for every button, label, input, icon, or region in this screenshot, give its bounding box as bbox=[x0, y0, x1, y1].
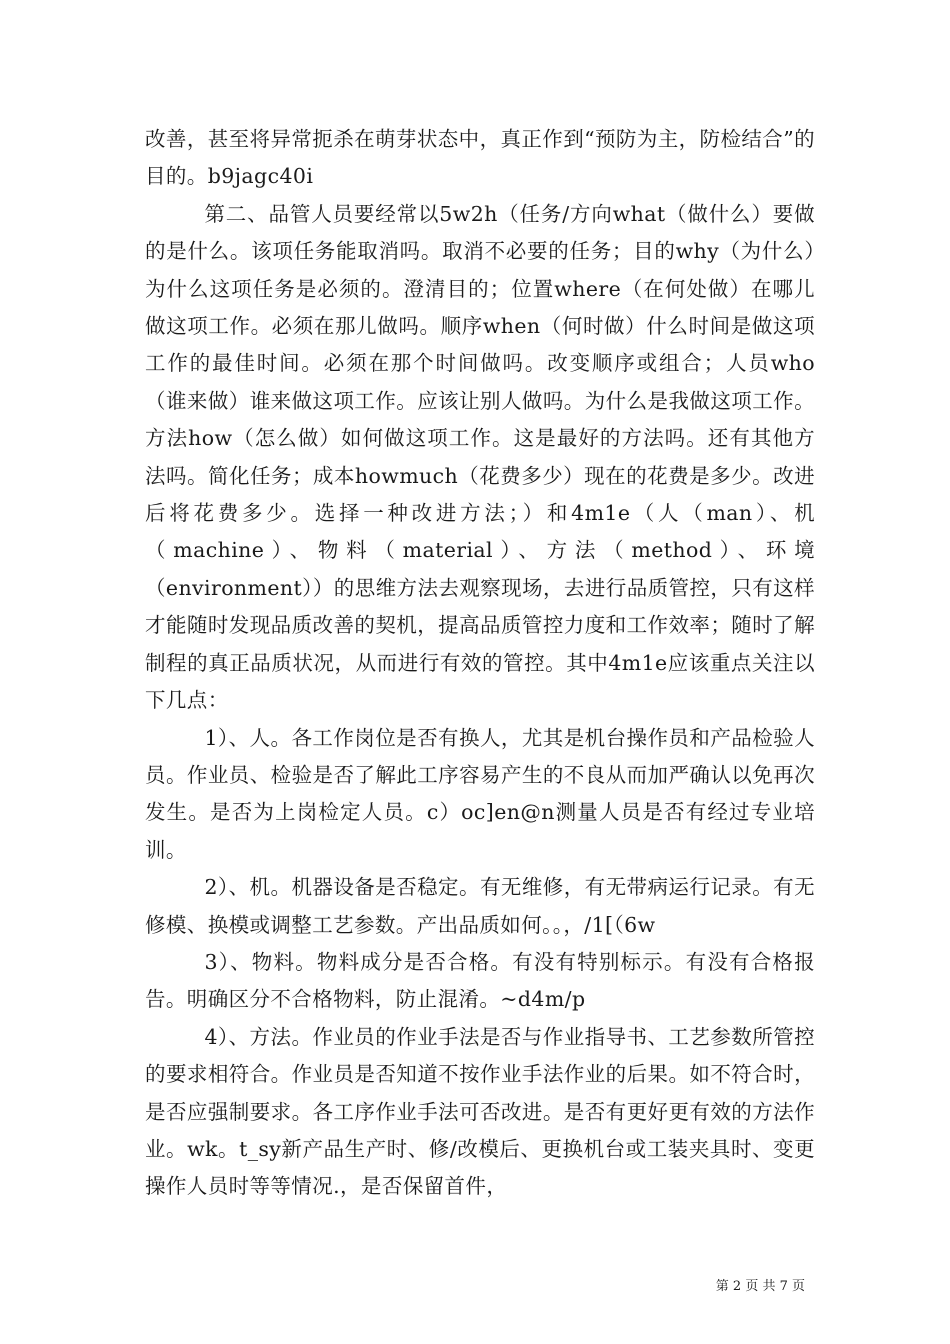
paragraph-continuation: 改善，甚至将异常扼杀在萌芽状态中，真正作到“预防为主，防检结合”的目的。b9jagc40i bbox=[145, 127, 815, 189]
document-body bbox=[145, 121, 815, 1206]
paragraph-item-1-man: 1）、人。各工作岗位是否有换人，尤其是机台操作员和产品检验人员。作业员、检验是否了解此工序容易产生的不良从而加严确认以免再次发生。是否为上岗检定人员。c）oc]en@n测量人员是否有经过专业培训。 bbox=[145, 725, 815, 862]
paragraph-item-2-machine: 2）、机。机器设备是否稳定。有无维修，有无带病运行记录。有无修模、换模或调整工艺参数。产出品质如何。。，/1[（6w bbox=[145, 875, 815, 937]
paragraph-item-4-method: 4）、方法。作业员的作业手法是否与作业指导书、工艺参数所管控的要求相符合。作业员是否知道不按作业手法作业的后果。如不符合时，是否应强制要求。各工序作业手法可否改进。是否有更好更有效的方法作业。wk。t_sy新产品生产时、修/改模后、更换机台或工装夹具时、变更操作人员时等等情况.，是否保留首件， bbox=[145, 1024, 815, 1199]
paragraph-item-3-material: 3）、物料。物料成分是否合格。有没有特别标示。有没有合格报告。明确区分不合格物料，防止混淆。~d4m/p bbox=[145, 949, 815, 1012]
page-number-footer: 第 2 页 共 7 页 bbox=[715, 1279, 805, 1294]
paragraph-5w2h-4m1e: 第二、品管人员要经常以5w2h（任务/方向what（做什么）要做的是什么。该项任务能取消吗。取消不必要的任务；目的why（为什么）为什么这项任务是必须的。澄清目的；位置where（在何处做）在哪儿做这项工作。必须在那儿做吗。顺序when（何时做）什么时间是做这项工作的最佳时间。必须在那个时间做吗。改变顺序或组合；人员who（谁来做）谁来做这项工作。应该让别人做吗。为什么是我做这项工作。方法how（怎么做）如何做这项工作。这是最好的方法吗。还有其他方法吗。简化任务；成本howmuch（花费多少）现在的花费是多少。改进后将花费多少。选择一种改进方法；）和4m1e（人（man）、机（machine）、物料（material）、方法（method）、环境（environment））的思维方法去观察现场，去进行品质管控，只有这样才能随时发现品质改善的契机，提高品质管控力度和工作效率；随时了解制程的真正品质状况，从而进行有效的管控。其中4m1e应该重点关注以下几点： bbox=[145, 201, 815, 713]
